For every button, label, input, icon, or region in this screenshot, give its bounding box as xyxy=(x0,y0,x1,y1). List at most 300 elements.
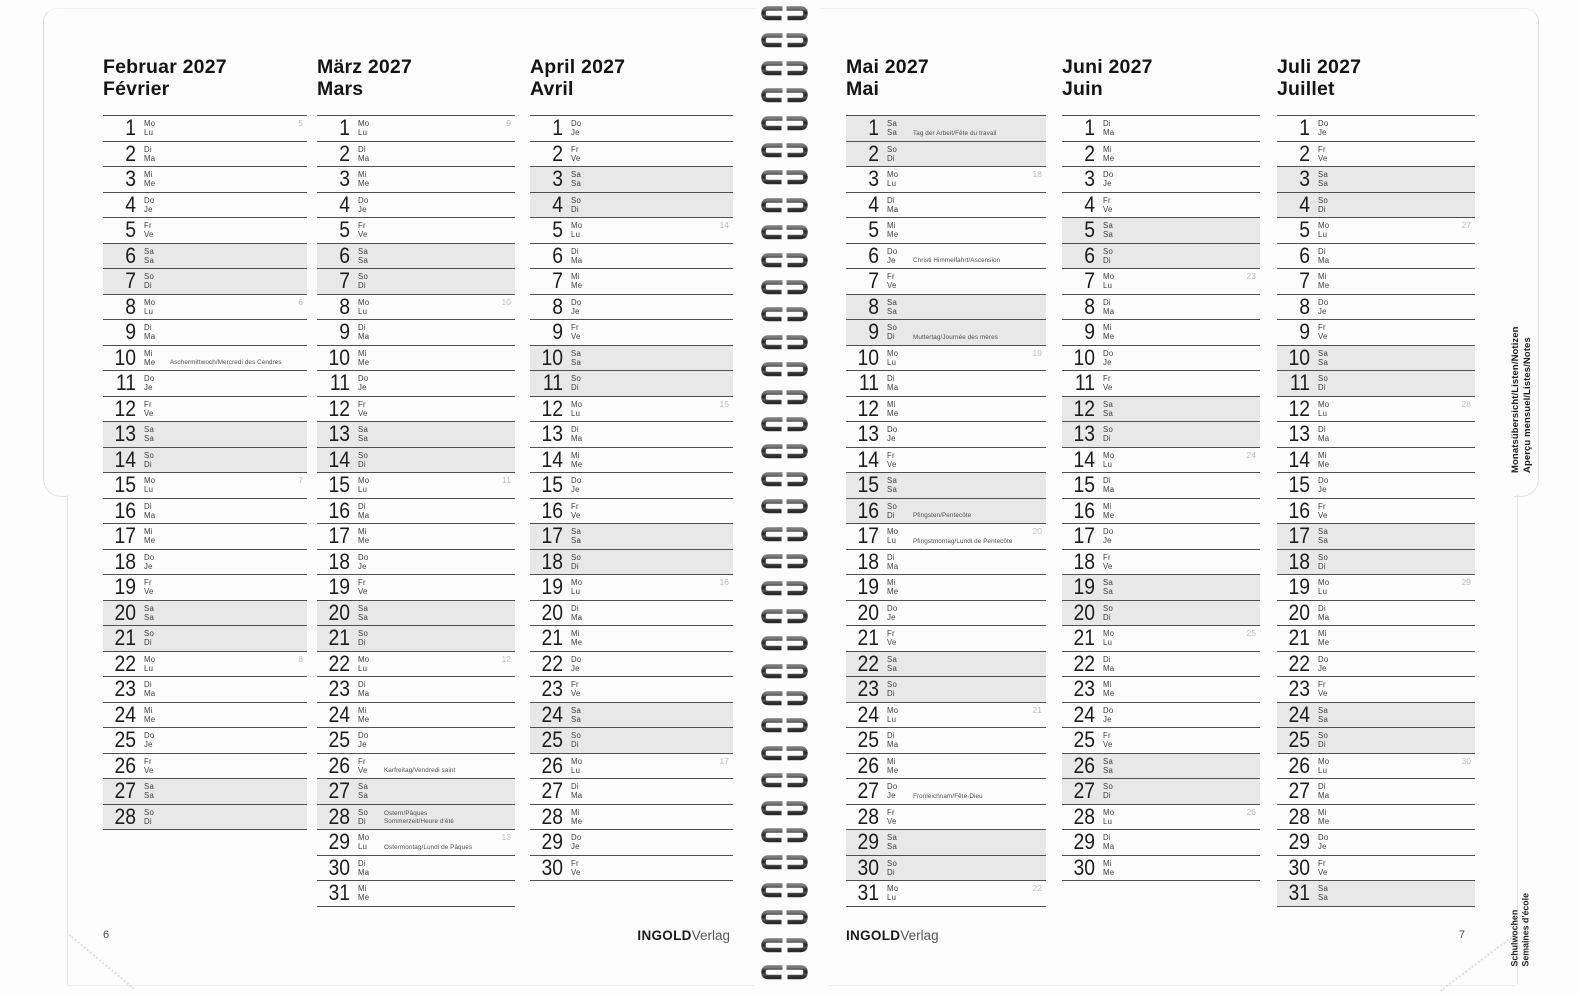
day-row xyxy=(530,192,733,218)
day-abbr xyxy=(144,782,154,801)
spiral-coil xyxy=(761,416,808,433)
day-abbr-de: Di xyxy=(1103,476,1111,485)
day-number: 30 xyxy=(1073,854,1095,880)
day-abbr-de: So xyxy=(571,374,582,383)
day-row xyxy=(1062,753,1260,779)
day-abbr-de: Mi xyxy=(887,399,896,409)
day-abbr xyxy=(571,170,581,189)
day-abbr-fr: Me xyxy=(1318,281,1330,291)
holiday-note xyxy=(913,793,983,801)
day-abbr-fr: Sa xyxy=(1103,765,1114,775)
day-abbr-fr: Sa xyxy=(144,434,155,444)
day-number: 8 xyxy=(1299,293,1310,319)
day-number: 12 xyxy=(1073,395,1095,421)
day-row xyxy=(530,243,733,269)
day-abbr-de: Do xyxy=(887,603,898,613)
day-number: 26 xyxy=(541,752,563,778)
day-row xyxy=(1277,702,1475,728)
day-abbr-de: Mi xyxy=(887,578,896,587)
day-abbr-fr: Sa xyxy=(887,128,898,138)
day-row xyxy=(530,753,733,779)
day-number: 13 xyxy=(1288,421,1310,446)
day-abbr xyxy=(1318,578,1329,597)
month-title-fr: Juillet xyxy=(1277,77,1335,100)
day-abbr xyxy=(1318,476,1328,495)
day-row xyxy=(1062,447,1260,473)
day-number: 11 xyxy=(1074,370,1095,395)
day-number: 18 xyxy=(1288,548,1310,574)
publisher-logo-right xyxy=(846,928,939,943)
day-abbr-de: Di xyxy=(1318,603,1326,613)
day-number: 16 xyxy=(114,497,136,523)
holiday-note xyxy=(913,130,997,138)
day-number: 25 xyxy=(1288,727,1310,752)
day-row xyxy=(317,243,515,269)
day-abbr-fr: Ve xyxy=(358,765,368,775)
day-abbr xyxy=(571,323,581,342)
day-abbr xyxy=(144,553,154,572)
day-row xyxy=(1062,651,1260,677)
day-abbr xyxy=(1103,119,1114,138)
day-number: 10 xyxy=(857,344,879,370)
day-abbr xyxy=(358,298,369,317)
day-number: 18 xyxy=(541,548,563,574)
day-abbr xyxy=(571,782,582,801)
day-abbr-de: Do xyxy=(887,425,898,434)
day-abbr-de: Fr xyxy=(571,680,579,689)
day-abbr-fr: Ve xyxy=(1318,689,1328,699)
day-abbr-fr: Lu xyxy=(571,587,581,597)
day-row xyxy=(846,192,1046,218)
day-row xyxy=(317,217,515,243)
day-number: 27 xyxy=(541,778,563,803)
day-number: 18 xyxy=(1073,548,1095,574)
page-number-right: 7 xyxy=(1458,929,1465,941)
day-number: 26 xyxy=(1073,752,1095,778)
day-number: 9 xyxy=(125,319,136,344)
spiral-coil xyxy=(761,964,808,981)
day-row xyxy=(1277,472,1475,498)
spiral-coil xyxy=(761,279,808,296)
day-abbr xyxy=(144,808,154,827)
day-abbr xyxy=(1318,655,1328,674)
day-abbr-de: Fr xyxy=(1103,552,1111,562)
day-abbr-de: Sa xyxy=(887,119,898,128)
day-abbr xyxy=(571,833,581,852)
day-row xyxy=(1277,192,1475,218)
day-number: 10 xyxy=(1288,344,1310,370)
day-number: 13 xyxy=(114,421,136,446)
day-abbr xyxy=(1318,808,1329,827)
day-row xyxy=(1062,727,1260,753)
day-abbr xyxy=(358,119,369,138)
day-abbr xyxy=(887,196,898,215)
day-number: 24 xyxy=(114,701,136,727)
spiral-coil xyxy=(761,5,808,22)
day-abbr-de: Mi xyxy=(1103,501,1112,511)
day-abbr-de: Mi xyxy=(1318,629,1327,638)
day-abbr xyxy=(1103,247,1113,266)
day-abbr-de: Sa xyxy=(144,425,155,434)
day-number: 28 xyxy=(857,803,879,829)
day-abbr-fr: Ma xyxy=(1103,485,1115,495)
day-abbr-fr: Ma xyxy=(571,791,583,801)
day-abbr-de: Do xyxy=(887,246,898,256)
day-row xyxy=(1277,141,1475,167)
day-abbr-fr: Lu xyxy=(1318,765,1328,775)
day-abbr-de: Do xyxy=(358,374,369,383)
week-number: 30 xyxy=(1461,755,1471,766)
day-row xyxy=(103,702,307,728)
day-abbr-fr: Je xyxy=(358,383,367,393)
month-title xyxy=(846,57,1046,100)
day-abbr-fr: Di xyxy=(571,561,579,571)
month-title-de: Juli 2027 xyxy=(1277,56,1362,78)
bottom-tab-label-de: Schulwochen xyxy=(1509,909,1520,967)
day-abbr xyxy=(1103,782,1113,801)
day-row xyxy=(530,523,733,549)
day-abbr xyxy=(887,553,898,572)
day-row xyxy=(1277,778,1475,804)
spiral-coil xyxy=(761,87,808,104)
spiral-coil xyxy=(761,306,808,323)
day-abbr xyxy=(887,757,898,776)
day-row xyxy=(530,625,733,651)
day-row xyxy=(1062,217,1260,243)
day-number: 24 xyxy=(541,701,563,727)
day-abbr xyxy=(887,655,897,674)
day-abbr-fr: Me xyxy=(571,459,583,469)
day-abbr xyxy=(358,782,368,801)
day-abbr xyxy=(144,527,155,546)
day-row xyxy=(103,753,307,779)
day-row xyxy=(103,345,307,371)
day-row xyxy=(1062,498,1260,524)
right-page-top-edge xyxy=(820,8,1520,11)
spiral-coil xyxy=(761,717,808,734)
day-number: 13 xyxy=(328,421,350,446)
day-row xyxy=(1277,166,1475,192)
day-number: 20 xyxy=(114,599,136,625)
day-abbr-de: Mi xyxy=(144,527,153,536)
day-abbr-fr: Me xyxy=(887,230,899,240)
day-abbr xyxy=(144,655,155,674)
day-abbr-fr: Sa xyxy=(144,612,155,622)
day-number: 9 xyxy=(1084,319,1095,344)
day-abbr-fr: Sa xyxy=(358,255,369,265)
day-abbr-de: Fr xyxy=(144,399,152,409)
day-abbr-de: Sa xyxy=(571,705,582,715)
day-abbr-fr: Sa xyxy=(887,485,898,495)
day-number: 10 xyxy=(114,344,136,370)
day-abbr-fr: Me xyxy=(1318,459,1330,469)
day-abbr xyxy=(1103,323,1114,342)
spiral-coil xyxy=(761,32,808,49)
day-abbr-fr: Je xyxy=(1103,536,1112,546)
day-abbr xyxy=(571,476,581,495)
day-abbr-de: Fr xyxy=(887,450,895,460)
day-abbr xyxy=(887,170,898,189)
day-abbr-fr: Me xyxy=(144,179,156,189)
day-abbr-fr: Sa xyxy=(571,536,582,546)
day-abbr xyxy=(1103,859,1114,878)
day-row xyxy=(317,498,515,524)
month-title-fr: Juin xyxy=(1062,77,1103,100)
day-abbr xyxy=(358,527,369,546)
day-abbr-fr: Lu xyxy=(144,128,154,138)
week-number: 7 xyxy=(298,475,303,485)
day-row xyxy=(1062,676,1260,702)
day-abbr xyxy=(887,374,898,393)
day-number: 2 xyxy=(1299,140,1310,166)
day-abbr-de: So xyxy=(1103,246,1114,256)
day-number: 19 xyxy=(857,574,879,599)
day-abbr xyxy=(571,757,582,776)
day-abbr-fr: Ma xyxy=(358,689,370,699)
day-row xyxy=(1277,523,1475,549)
day-number: 3 xyxy=(868,166,879,191)
day-abbr xyxy=(1103,400,1113,419)
day-abbr xyxy=(571,425,582,444)
day-row xyxy=(530,549,733,575)
week-number: 14 xyxy=(719,220,729,230)
day-abbr-de: Di xyxy=(887,195,895,205)
day-abbr xyxy=(1103,272,1114,291)
day-number: 1 xyxy=(339,115,350,140)
day-row xyxy=(846,115,1046,141)
day-abbr-fr: Me xyxy=(1103,689,1115,699)
day-abbr-fr: Lu xyxy=(1318,230,1328,240)
day-abbr-fr: Ve xyxy=(1318,153,1328,163)
day-abbr xyxy=(1318,374,1328,393)
day-abbr xyxy=(1103,655,1114,674)
day-row xyxy=(317,268,515,294)
day-abbr-de: Do xyxy=(144,195,155,205)
holiday-note-line: Muttertag/Journée des mères xyxy=(913,333,998,341)
day-abbr-de: Sa xyxy=(571,527,582,536)
day-row xyxy=(317,753,515,779)
month-title-fr: Février xyxy=(103,77,170,100)
day-number: 28 xyxy=(114,803,136,829)
day-abbr-fr: Ve xyxy=(1103,561,1113,571)
day-abbr-fr: Me xyxy=(571,638,583,648)
day-abbr-de: Di xyxy=(1103,297,1111,307)
month-title-de: Juni 2027 xyxy=(1062,56,1153,78)
day-abbr xyxy=(1103,145,1114,164)
day-abbr xyxy=(1103,578,1113,597)
day-abbr-de: Di xyxy=(144,501,152,511)
day-abbr-de: Mo xyxy=(1103,272,1115,281)
day-number: 26 xyxy=(1288,752,1310,778)
day-number: 30 xyxy=(1288,854,1310,880)
day-number: 6 xyxy=(339,242,350,268)
day-number: 11 xyxy=(115,370,136,395)
page-number-left: 6 xyxy=(103,929,110,941)
day-abbr xyxy=(358,247,368,266)
day-abbr xyxy=(1318,884,1328,903)
day-abbr-fr: Me xyxy=(1318,816,1330,826)
day-row xyxy=(530,778,733,804)
day-abbr-de: Do xyxy=(1318,476,1329,485)
spiral-coil xyxy=(761,252,808,269)
day-abbr-de: Sa xyxy=(358,603,369,613)
day-abbr xyxy=(1103,425,1113,444)
day-number: 19 xyxy=(328,574,350,599)
spiral-coil xyxy=(761,580,808,597)
day-abbr-de: Mo xyxy=(1318,578,1330,587)
spiral-coil xyxy=(761,471,808,488)
day-abbr-fr: Je xyxy=(1318,842,1327,852)
day-abbr xyxy=(144,502,155,521)
day-abbr-de: Do xyxy=(1318,297,1329,307)
day-row xyxy=(1062,702,1260,728)
day-number: 31 xyxy=(857,880,879,905)
day-abbr-fr: Di xyxy=(887,153,895,163)
day-row xyxy=(317,804,515,830)
day-row xyxy=(317,319,515,345)
day-abbr-de: Fr xyxy=(358,578,366,587)
day-abbr-de: Fr xyxy=(887,272,895,281)
day-abbr-fr: Ve xyxy=(1318,332,1328,342)
day-abbr-fr: Lu xyxy=(1103,816,1113,826)
day-abbr-de: Mi xyxy=(1103,680,1112,689)
holiday-note xyxy=(913,334,998,342)
day-abbr xyxy=(887,884,898,903)
day-abbr-fr: Di xyxy=(1318,204,1326,214)
day-abbr-de: Fr xyxy=(571,323,579,332)
day-row xyxy=(1277,727,1475,753)
day-row xyxy=(103,217,307,243)
day-abbr-de: Mi xyxy=(358,348,367,358)
day-abbr xyxy=(144,323,155,342)
day-number: 2 xyxy=(125,140,136,166)
day-number: 17 xyxy=(1288,523,1310,548)
day-row xyxy=(317,192,515,218)
day-number: 24 xyxy=(328,701,350,727)
publisher-logo-regular: Verlag xyxy=(900,928,939,943)
day-number: 29 xyxy=(1073,829,1095,854)
day-number: 12 xyxy=(1288,395,1310,421)
day-number: 22 xyxy=(1288,650,1310,676)
day-abbr-fr: Me xyxy=(358,893,370,903)
day-abbr-fr: Di xyxy=(1318,561,1326,571)
day-abbr xyxy=(1318,272,1329,291)
day-row xyxy=(846,166,1046,192)
day-abbr-fr: Ve xyxy=(571,867,581,877)
day-number: 22 xyxy=(541,650,563,676)
day-number: 16 xyxy=(1288,497,1310,523)
day-abbr xyxy=(1103,553,1113,572)
month-title xyxy=(1277,57,1475,100)
day-row xyxy=(103,549,307,575)
day-abbr xyxy=(144,272,154,291)
day-abbr-fr: Ve xyxy=(144,587,154,597)
day-abbr xyxy=(1318,323,1328,342)
day-abbr-de: Do xyxy=(1103,527,1114,536)
day-abbr-de: Di xyxy=(358,144,366,154)
day-abbr-de: Do xyxy=(1103,705,1114,715)
day-abbr xyxy=(571,221,582,240)
day-row xyxy=(1277,345,1475,371)
day-number: 23 xyxy=(1288,676,1310,701)
day-abbr-de: Mi xyxy=(358,705,367,715)
day-row xyxy=(1062,141,1260,167)
day-number: 31 xyxy=(1288,880,1310,905)
day-abbr-fr: Lu xyxy=(144,485,154,495)
day-abbr xyxy=(358,884,369,903)
day-abbr xyxy=(887,680,897,699)
day-abbr xyxy=(1103,629,1114,648)
day-abbr xyxy=(1103,196,1113,215)
day-abbr-de: Di xyxy=(358,501,366,511)
day-abbr xyxy=(358,323,369,342)
day-row xyxy=(846,600,1046,626)
day-number: 15 xyxy=(1073,472,1095,497)
day-abbr xyxy=(887,604,897,623)
day-number: 4 xyxy=(868,191,879,217)
day-abbr-de: Sa xyxy=(887,654,898,664)
day-abbr xyxy=(571,629,582,648)
day-abbr-fr: Lu xyxy=(887,179,897,189)
day-abbr xyxy=(887,119,897,138)
day-row xyxy=(1277,447,1475,473)
day-row xyxy=(317,651,515,677)
day-row xyxy=(1277,753,1475,779)
day-abbr-fr: Ma xyxy=(144,153,156,163)
day-number: 25 xyxy=(114,727,136,752)
day-row xyxy=(103,115,307,141)
day-abbr-de: Sa xyxy=(1318,705,1329,715)
day-row xyxy=(1062,472,1260,498)
day-abbr xyxy=(887,247,897,266)
day-row xyxy=(846,396,1046,422)
day-row xyxy=(846,880,1046,906)
day-abbr-de: Mi xyxy=(571,272,580,281)
spiral-coil xyxy=(761,526,808,543)
day-abbr-de: Mo xyxy=(571,756,583,766)
day-abbr-de: Fr xyxy=(571,858,579,868)
day-row xyxy=(530,115,733,141)
day-number: 22 xyxy=(1073,650,1095,676)
day-row xyxy=(530,498,733,524)
day-abbr-fr: Me xyxy=(887,765,899,775)
day-number: 9 xyxy=(552,319,563,344)
day-abbr-de: Mi xyxy=(887,756,896,766)
day-row xyxy=(317,727,515,753)
day-row xyxy=(1062,421,1260,447)
day-abbr-fr: Ma xyxy=(887,204,899,214)
day-abbr xyxy=(887,706,898,725)
day-number: 3 xyxy=(1299,166,1310,191)
day-abbr-fr: Di xyxy=(1103,434,1111,444)
day-row xyxy=(846,345,1046,371)
day-number: 9 xyxy=(339,319,350,344)
day-abbr-fr: Lu xyxy=(1318,587,1328,597)
day-abbr-fr: Me xyxy=(144,536,156,546)
month-day-rows xyxy=(103,115,307,830)
week-number: 20 xyxy=(1032,526,1042,536)
day-row xyxy=(1277,625,1475,651)
day-row xyxy=(103,192,307,218)
day-row xyxy=(1277,217,1475,243)
day-abbr-fr: Sa xyxy=(358,612,369,622)
day-abbr-de: Mo xyxy=(887,348,899,358)
day-abbr-de: Do xyxy=(144,374,155,383)
day-row xyxy=(530,345,733,371)
month-title-de: März 2027 xyxy=(317,56,413,78)
side-tab-label xyxy=(1510,323,1534,473)
day-abbr xyxy=(1103,502,1114,521)
